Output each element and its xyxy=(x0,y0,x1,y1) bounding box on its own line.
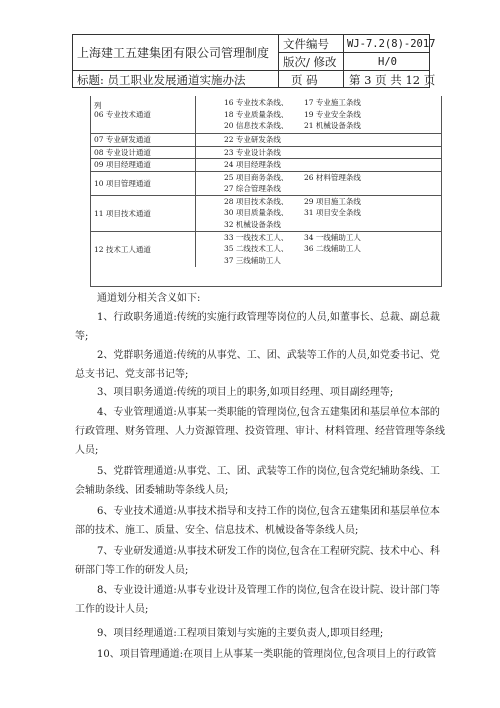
version-value: H/0 xyxy=(378,55,397,68)
paragraph-continuation-line: 会辅助条线、团委辅助等条线人员; xyxy=(75,485,229,496)
channel-name: 08 专业设计通道 xyxy=(91,147,196,159)
line-item: 22 专业研发条线 xyxy=(224,135,281,144)
table-row xyxy=(91,231,441,267)
channel-name: 06 专业技术通道 xyxy=(91,96,196,133)
line-item: 28 项目技术条线、 xyxy=(224,196,289,206)
table-fragment-row xyxy=(91,96,441,110)
line-item: 34 一线辅助工人 xyxy=(304,232,361,242)
channel-lines-cell xyxy=(196,172,441,195)
line-item: 29 项目施工条线 xyxy=(304,196,361,206)
paragraph-continuation-line: 等; xyxy=(75,331,89,342)
document-header-table xyxy=(72,34,436,88)
table-row xyxy=(91,133,441,146)
document-number-value: WJ-7.2(8)-2017 xyxy=(347,37,436,50)
channel-lines-cell xyxy=(196,147,441,159)
page-number-label: 页 码 xyxy=(291,72,318,87)
paragraph-first-line: 9、项目经理通道:工程项目策划与实施的主要负责人,即项目经理; xyxy=(97,628,384,639)
paragraph-continuation-line: 行政管理、财务管理、人力资源管理、投资管理、审计、材料管理、经营管理等条线 xyxy=(75,426,445,437)
table-row xyxy=(91,146,441,159)
table-row xyxy=(91,171,441,195)
company-regulation-title: 上海建工五建集团有限公司管理制度 xyxy=(77,46,270,60)
channel-lines-cell xyxy=(196,159,441,171)
paragraph-first-line: 5、党群管理通道:从事党、工、团、武装等工作的岗位,包含党纪辅助条线、工 xyxy=(97,466,440,477)
line-entry xyxy=(224,159,441,171)
line-entry xyxy=(224,120,441,132)
section-intro: 通道划分相关含义如下: xyxy=(97,293,201,304)
line-entry xyxy=(224,183,441,195)
paragraph-first-line: 1、行政职务通道:传统的实施行政管理等岗位的人员,如董事长、总裁、副总裁 xyxy=(97,312,440,323)
paragraph-first-line: 10、项目管理通道:在项目上从事某一类职能的管理岗位,包含项目上的行政管 xyxy=(97,649,437,660)
paragraph-continuation-line: 部的技术、施工、质量、安全、信息技术、机械设备等条线人员; xyxy=(75,525,359,536)
line-item: 31 项目安全条线 xyxy=(304,208,361,218)
line-entry xyxy=(224,147,441,159)
channel-name: 10 项目管理通道 xyxy=(91,172,196,195)
paragraph-continuation-line: 工作的设计人员; xyxy=(75,604,149,615)
line-entry xyxy=(224,172,441,184)
table-row xyxy=(91,158,441,171)
line-item: 20 信息技术条线、 xyxy=(224,121,289,131)
paragraph-continuation-line: 人员; xyxy=(75,445,99,456)
channel-name: 11 项目技术通道 xyxy=(91,196,196,231)
line-entry xyxy=(224,196,441,208)
channel-lines-cell xyxy=(196,232,441,267)
paragraph-continuation-line: 总支书记、党支部书记等; xyxy=(75,369,189,380)
channel-lines-cell xyxy=(196,196,441,231)
line-item: 25 项目商务条线、 xyxy=(224,172,289,182)
line-item: 24 项目经理条线 xyxy=(224,160,281,169)
line-item: 35 二线技术工人、 xyxy=(224,244,289,254)
paragraph-continuation-line: 研部门等工作的研发人员; xyxy=(75,565,189,576)
line-item: 19 专业安全条线 xyxy=(304,109,361,119)
channel-name: 07 专业研发通道 xyxy=(91,134,196,146)
paragraph-first-line: 8、专业设计通道:从事专业设计及管理工作的岗位,包含在设计院、设计部门等 xyxy=(97,585,440,596)
document-number-label: 文件编号 xyxy=(283,36,329,51)
line-item: 36 二线辅助工人 xyxy=(304,244,361,254)
line-item: 33 一线技术工人、 xyxy=(224,232,289,242)
line-item: 30 项目质量条线、 xyxy=(224,208,289,218)
line-item: 26 材料管理条线 xyxy=(304,172,361,182)
line-item: 37 三线辅助工人 xyxy=(224,255,281,265)
line-entry xyxy=(224,207,441,219)
version-label: 版次/ 修改 xyxy=(283,54,337,69)
channel-classification-table xyxy=(90,96,442,287)
line-item: 23 专业设计条线 xyxy=(224,147,281,157)
paragraph-first-line: 2、党群职务通道:传统的从事党、工、团、武装等工作的人员,如党委书记、党 xyxy=(97,350,440,361)
line-entry xyxy=(224,243,441,255)
line-item: 32 机械设备条线 xyxy=(224,219,281,229)
document-title: 标题: 员工职业发展通道实施办法 xyxy=(77,72,246,87)
line-entry xyxy=(224,109,441,121)
paragraph-first-line: 6、专业技术通道:从事技术指导和支持工作的岗位,包含五建集团和基层单位本 xyxy=(97,506,440,517)
page-number-value: 第 3 页 共 12 页 xyxy=(349,72,436,87)
line-entry xyxy=(224,255,441,267)
paragraph-first-line: 3、项目职务通道:传统的项目上的职务,如项目经理、项目副经理等; xyxy=(97,387,394,398)
line-item: 21 机械设备条线 xyxy=(304,121,361,131)
channel-lines-cell xyxy=(196,134,441,146)
channel-name: 09 项目经理通道 xyxy=(91,159,196,171)
line-item: 18 专业质量条线、 xyxy=(224,109,289,119)
line-item: 27 综合管理条线 xyxy=(224,184,281,193)
line-entry xyxy=(224,232,441,244)
line-entry xyxy=(224,134,441,146)
line-item: 16 专业技术条线、 xyxy=(224,98,289,108)
table-fragment-text: 列 xyxy=(94,101,102,110)
line-item: 17 专业施工条线 xyxy=(304,98,361,108)
table-row xyxy=(91,195,441,231)
paragraph-first-line: 7、专业研发通道:从事技术研发工作的岗位,包含在工程研究院、技术中心、科 xyxy=(97,546,440,557)
channel-name: 12 技术工人通道 xyxy=(91,232,196,267)
paragraph-first-line: 4、专业管理通道:从事某一类职能的管理岗位,包含五建集团和基层单位本部的 xyxy=(97,407,440,418)
line-entry xyxy=(224,219,441,231)
